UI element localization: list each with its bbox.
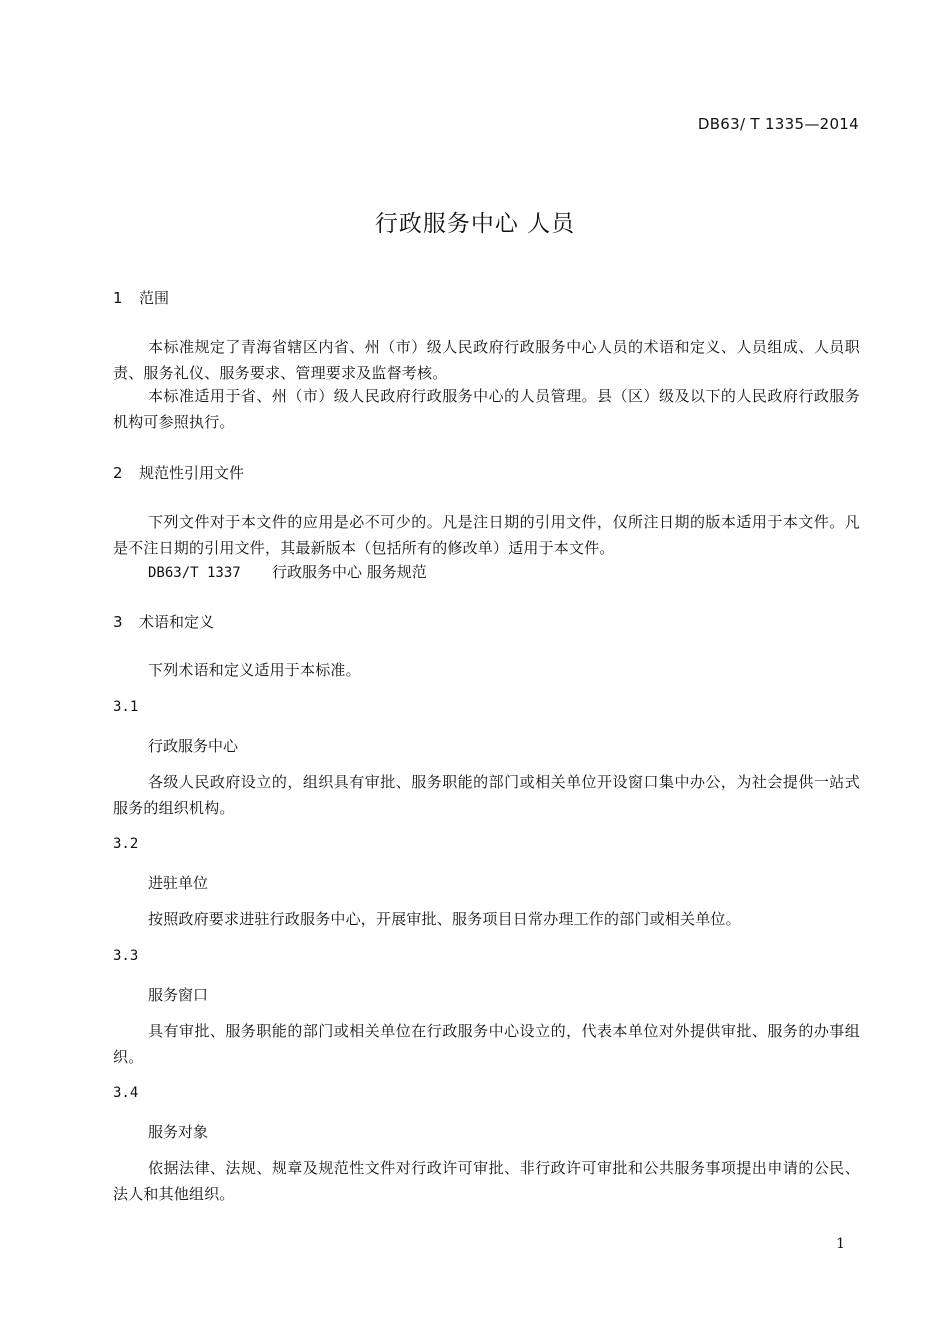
section-number: 2 <box>113 464 123 482</box>
paragraph: 下列术语和定义适用于本标准。 <box>148 661 361 679</box>
term-definition: 各级人民政府设立的，组织具有审批、服务职能的部门或相关单位开设窗口集中办公，为社会提供一站式服务的组织机构。 <box>113 773 860 817</box>
reference-title: 行政服务中心 服务规范 <box>272 563 427 581</box>
term-name: 服务窗口 <box>148 986 209 1004</box>
section-heading-normative-references <box>113 462 244 483</box>
section-title: 术语和定义 <box>139 613 215 631</box>
paragraph: 本标准规定了青海省辖区内省、州（市）级人民政府行政服务中心人员的术语和定义、人员组成、人员职责、服务礼仪、服务要求、管理要求及监督考核。 <box>113 338 860 382</box>
document-code: DB63/ T 1335—2014 <box>697 115 859 133</box>
term-definition: 具有审批、服务职能的部门或相关单位在行政服务中心设立的，代表本单位对外提供审批、服务的办事组织。 <box>113 1022 860 1066</box>
section-title: 范围 <box>139 289 170 307</box>
paragraph: 本标准适用于省、州（市）级人民政府行政服务中心的人员管理。县（区）级及以下的人民政府行政服务机构可参照执行。 <box>113 387 860 431</box>
term-name: 进驻单位 <box>148 874 209 892</box>
term-name: 行政服务中心 <box>148 737 239 755</box>
section-number: 1 <box>113 289 123 307</box>
clause-number: 3.3 <box>113 948 139 964</box>
section-heading-terms <box>113 611 214 632</box>
page-number: 1 <box>836 1236 845 1252</box>
section-heading-scope <box>113 287 169 308</box>
term-name: 服务对象 <box>148 1123 209 1141</box>
section-number: 3 <box>113 613 123 631</box>
paragraph: 下列文件对于本文件的应用是必不可少的。凡是注日期的引用文件，仅所注日期的版本适用于本文件。凡是不注日期的引用文件，其最新版本（包括所有的修改单）适用于本文件。 <box>113 513 860 557</box>
clause-number: 3.1 <box>113 699 139 715</box>
reference-code: DB63/T 1337 <box>148 565 241 581</box>
reference-entry <box>148 561 427 582</box>
term-definition: 依据法律、法规、规章及规范性文件对行政许可审批、非行政许可审批和公共服务事项提出申请的公民、法人和其他组织。 <box>113 1159 860 1203</box>
clause-number: 3.2 <box>113 836 139 852</box>
document-title: 行政服务中心 人员 <box>374 211 576 237</box>
clause-number: 3.4 <box>113 1085 139 1101</box>
term-definition: 按照政府要求进驻行政服务中心，开展审批、服务项目日常办理工作的部门或相关单位。 <box>148 910 741 928</box>
section-title: 规范性引用文件 <box>139 464 245 482</box>
